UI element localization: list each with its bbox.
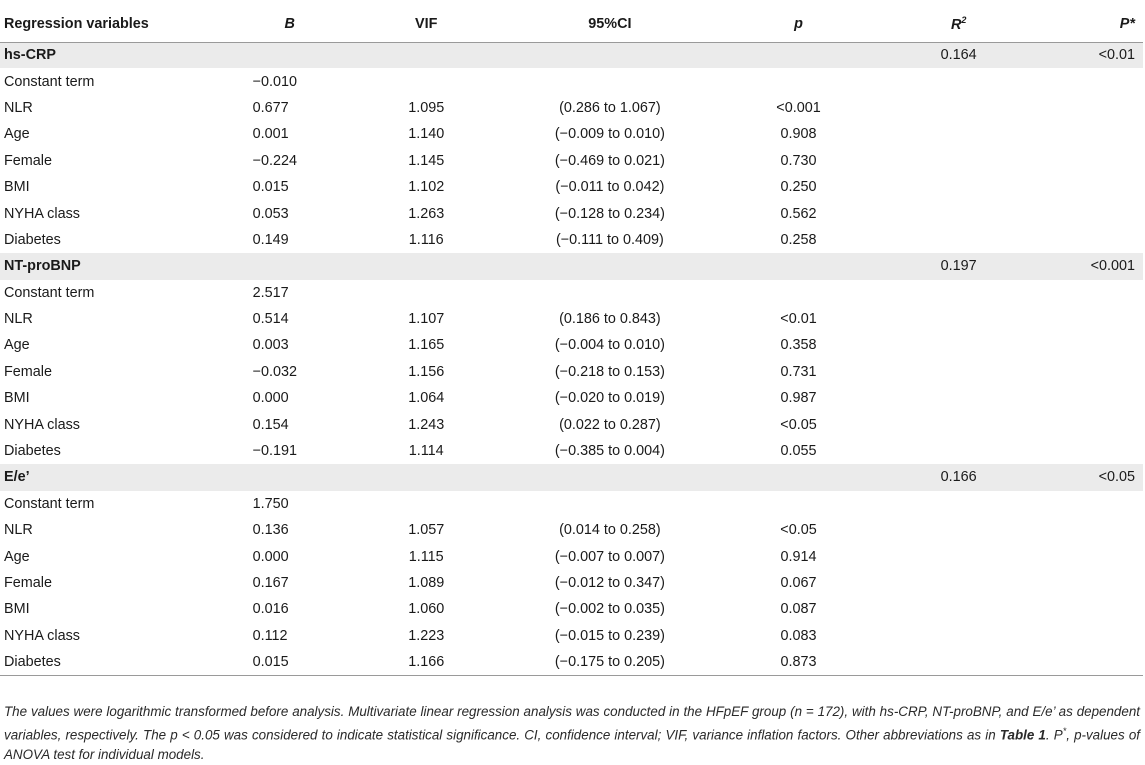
cell-p-value: 0.873 (780, 653, 817, 670)
cell-empty (1039, 517, 1144, 543)
bottom-rule-cell (0, 675, 1143, 676)
cell-ci: (0.286 to 1.067) (559, 99, 661, 116)
cell-empty (879, 227, 1039, 253)
cell-ci (502, 491, 719, 517)
cell-vif: 1.095 (408, 99, 445, 116)
cell-coefficient: 0.016 (252, 601, 289, 618)
cell-coefficient: −0.032 (252, 363, 297, 380)
cell-coefficient: 0.167 (252, 575, 289, 591)
cell-empty (1039, 543, 1144, 569)
cell-empty (879, 332, 1039, 358)
cell-empty (879, 148, 1039, 174)
cell-vif: 1.145 (408, 152, 445, 169)
header-r2-base: R (950, 16, 962, 33)
cell-variable: Age (4, 126, 30, 143)
table-row (0, 570, 1143, 596)
cell-empty (1039, 385, 1144, 411)
table-row (0, 385, 1143, 411)
cell-coefficient: −0.191 (252, 443, 297, 460)
cell-empty (1039, 438, 1144, 464)
cell-empty (879, 121, 1039, 147)
header-ci: 95%CI (502, 6, 719, 42)
cell-empty (1039, 623, 1144, 649)
cell-coefficient: −0.010 (252, 73, 297, 90)
cell-p-value: <0.05 (780, 522, 817, 539)
cell-empty (1039, 306, 1144, 332)
cell-variable: NLR (4, 311, 33, 328)
cell-empty (1039, 596, 1144, 622)
cell-vif: 1.057 (408, 522, 445, 539)
cell-coefficient: 0.514 (252, 311, 289, 328)
cell-empty (879, 280, 1039, 306)
cell-ci: (−0.020 to 0.019) (554, 390, 665, 407)
cell-ci: (−0.111 to 0.409) (555, 231, 664, 248)
cell-empty (879, 385, 1039, 411)
header-p: p (718, 6, 879, 42)
cell-variable: Female (4, 363, 52, 380)
group-r2: 0.197 (879, 253, 1039, 279)
cell-empty (1039, 332, 1144, 358)
cell-variable: NLR (4, 99, 33, 116)
table-row (0, 306, 1143, 332)
cell-empty (1039, 227, 1144, 253)
table-row (0, 649, 1143, 675)
footnote-text-1: The values were logarithmic transformed before analysis. Multivariate linear regression analysis was conducted in the HFpEF group (n = 172), with hs-CRP, NT-proBNP, and E/e’ as dependent variables, respectively. The p < 0.05 was considered to indicate statistical significance. CI, confidence interval; VIF, variance inflation factors. Other abbreviations as in (4, 704, 1140, 743)
cell-empty (1039, 68, 1144, 94)
cell-variable: NYHA class (4, 205, 80, 222)
cell-p-value: 0.055 (780, 443, 817, 460)
cell-coefficient: 0.149 (252, 231, 289, 248)
cell-variable: Female (4, 575, 52, 591)
cell-variable: Age (4, 548, 30, 565)
cell-ci: (−0.012 to 0.347) (554, 575, 665, 591)
cell-coefficient: 2.517 (252, 284, 289, 301)
group-pstar: <0.001 (1039, 253, 1144, 279)
cell-vif: 1.223 (408, 627, 445, 644)
table-row (0, 359, 1143, 385)
cell-variable: BMI (4, 390, 30, 407)
group-empty (351, 464, 502, 490)
group-empty (502, 42, 719, 68)
cell-ci: (−0.011 to 0.042) (555, 179, 665, 196)
table-row (0, 411, 1143, 437)
cell-p-value: <0.01 (780, 311, 817, 328)
cell-variable: Age (4, 337, 30, 354)
footnote-table-ref: Table 1 (999, 727, 1046, 743)
cell-vif: 1.060 (408, 601, 445, 618)
cell-coefficient: 0.136 (252, 522, 289, 539)
cell-p-value: 0.258 (780, 231, 817, 248)
group-row (0, 42, 1143, 68)
cell-vif: 1.107 (408, 311, 445, 328)
cell-ci: (−0.007 to 0.007) (554, 548, 665, 565)
cell-ci: (−0.002 to 0.035) (554, 601, 665, 618)
cell-variable: Constant term (4, 495, 95, 512)
cell-coefficient: 0.112 (252, 627, 288, 644)
cell-p-value: 0.562 (780, 205, 817, 222)
cell-p-value (718, 68, 879, 94)
cell-empty (1039, 570, 1144, 596)
cell-empty (879, 649, 1039, 675)
group-empty (718, 253, 879, 279)
cell-empty (1039, 411, 1144, 437)
group-empty (718, 42, 879, 68)
cell-vif: 1.089 (408, 575, 445, 591)
cell-p-value: 0.358 (780, 337, 817, 354)
cell-coefficient: 0.154 (252, 416, 289, 433)
cell-empty (879, 491, 1039, 517)
cell-variable: BMI (4, 601, 30, 618)
cell-empty (879, 174, 1039, 200)
table-row (0, 95, 1143, 121)
cell-vif: 1.140 (408, 126, 445, 143)
cell-coefficient: −0.224 (252, 152, 297, 169)
cell-ci: (−0.015 to 0.239) (554, 627, 665, 644)
table-row (0, 623, 1143, 649)
cell-vif: 1.115 (408, 548, 444, 565)
table-row (0, 227, 1143, 253)
cell-coefficient: 0.677 (252, 99, 289, 116)
cell-empty (879, 570, 1039, 596)
cell-empty (1039, 174, 1144, 200)
cell-empty (879, 68, 1039, 94)
table-body (0, 42, 1143, 676)
cell-coefficient: 0.003 (252, 337, 289, 354)
cell-empty (1039, 359, 1144, 385)
table-row (0, 332, 1143, 358)
cell-empty (1039, 121, 1144, 147)
cell-coefficient: 0.015 (252, 653, 289, 670)
cell-p-value: 0.067 (780, 575, 817, 591)
cell-p-value: 0.914 (780, 548, 817, 565)
cell-vif: 1.165 (408, 337, 445, 354)
table-row (0, 543, 1143, 569)
cell-p-value: 0.730 (780, 152, 817, 169)
cell-vif: 1.116 (408, 231, 444, 248)
footnote-text-3: , p-values of ANOVA test for individual models. (4, 727, 1140, 762)
cell-variable: Constant term (4, 284, 95, 301)
cell-coefficient: 0.001 (252, 126, 289, 143)
cell-ci: (−0.128 to 0.234) (554, 205, 665, 222)
table-row (0, 174, 1143, 200)
cell-vif (351, 491, 502, 517)
bottom-rule (0, 675, 1143, 676)
header-row (0, 6, 1143, 42)
cell-empty (879, 359, 1039, 385)
cell-empty (1039, 148, 1144, 174)
table-row (0, 148, 1143, 174)
group-empty (233, 253, 351, 279)
cell-p-value (718, 280, 879, 306)
cell-ci (502, 68, 719, 94)
cell-vif: 1.064 (408, 390, 445, 407)
cell-variable: Diabetes (4, 443, 61, 460)
cell-empty (879, 438, 1039, 464)
cell-empty (879, 200, 1039, 226)
cell-empty (879, 95, 1039, 121)
table-footnote (4, 702, 1140, 764)
cell-vif: 1.114 (408, 443, 444, 460)
cell-p-value: 0.987 (780, 390, 817, 407)
cell-coefficient: 0.015 (252, 179, 289, 196)
cell-ci: (−0.469 to 0.021) (554, 152, 665, 169)
cell-p-value: 0.083 (780, 627, 817, 644)
group-pstar: <0.05 (1039, 464, 1144, 490)
table-row (0, 121, 1143, 147)
group-row (0, 253, 1143, 279)
cell-coefficient: 0.000 (252, 390, 289, 407)
cell-ci: (−0.385 to 0.004) (554, 443, 665, 460)
group-empty (351, 42, 502, 68)
cell-empty (879, 517, 1039, 543)
cell-ci: (−0.218 to 0.153) (554, 363, 665, 380)
table-row (0, 517, 1143, 543)
table-row (0, 200, 1143, 226)
group-r2: 0.164 (879, 42, 1039, 68)
cell-variable: BMI (4, 179, 30, 196)
cell-ci: (0.186 to 0.843) (559, 311, 661, 328)
cell-variable: NYHA class (4, 416, 80, 433)
table-row (0, 438, 1143, 464)
cell-variable: Constant term (4, 73, 95, 90)
cell-vif: 1.156 (408, 363, 445, 380)
group-empty (233, 42, 351, 68)
cell-empty (879, 596, 1039, 622)
cell-ci: (−0.009 to 0.010) (554, 126, 665, 143)
cell-variable: NYHA class (4, 627, 80, 644)
table-row (0, 68, 1143, 94)
header-pstar: P* (1039, 6, 1144, 42)
group-name: NT-proBNP (0, 253, 233, 279)
cell-coefficient: 0.053 (252, 205, 289, 222)
cell-ci: (−0.004 to 0.010) (554, 337, 665, 354)
group-empty (351, 253, 502, 279)
group-pstar: <0.01 (1039, 42, 1144, 68)
cell-ci: (−0.175 to 0.205) (554, 653, 665, 670)
cell-ci (502, 280, 719, 306)
cell-p-value: 0.908 (780, 126, 817, 143)
header-r2-sup: 2 (961, 14, 967, 25)
group-row (0, 464, 1143, 490)
cell-coefficient: 0.000 (252, 548, 289, 565)
group-r2: 0.166 (879, 464, 1039, 490)
cell-vif: 1.166 (408, 653, 445, 670)
cell-vif: 1.243 (408, 416, 445, 433)
cell-empty (1039, 649, 1144, 675)
footnote-text-2: . P (1045, 727, 1063, 743)
cell-ci: (0.014 to 0.258) (559, 522, 661, 539)
cell-vif: 1.263 (408, 205, 445, 222)
group-empty (718, 464, 879, 490)
cell-empty (1039, 280, 1144, 306)
cell-vif (351, 280, 502, 306)
cell-vif: 1.102 (408, 179, 445, 196)
group-name: hs-CRP (0, 42, 233, 68)
cell-variable: NLR (4, 522, 33, 539)
group-name: E/e’ (0, 464, 233, 490)
group-empty (502, 253, 719, 279)
group-empty (502, 464, 719, 490)
header-variables: Regression variables (0, 6, 233, 42)
header-b: B (233, 6, 351, 42)
cell-empty (879, 411, 1039, 437)
header-vif: VIF (351, 6, 502, 42)
header-r2 (879, 6, 1039, 42)
cell-p-value (718, 491, 879, 517)
footnote-star: * (1062, 725, 1067, 736)
cell-variable: Diabetes (4, 653, 61, 670)
cell-p-value: 0.731 (780, 363, 817, 380)
cell-empty (879, 543, 1039, 569)
cell-variable: Diabetes (4, 231, 61, 248)
cell-empty (879, 623, 1039, 649)
table-row (0, 596, 1143, 622)
cell-empty (879, 306, 1039, 332)
regression-table (0, 6, 1143, 676)
cell-variable: Female (4, 152, 52, 169)
cell-ci: (0.022 to 0.287) (559, 416, 661, 433)
cell-coefficient: 1.750 (252, 495, 289, 512)
group-empty (233, 464, 351, 490)
cell-empty (1039, 491, 1144, 517)
cell-p-value: 0.250 (780, 179, 817, 196)
table-row (0, 491, 1143, 517)
cell-empty (1039, 200, 1144, 226)
cell-vif (351, 68, 502, 94)
cell-p-value: 0.087 (780, 601, 817, 618)
table-row (0, 280, 1143, 306)
cell-p-value: <0.001 (776, 99, 821, 116)
cell-p-value: <0.05 (780, 416, 817, 433)
cell-empty (1039, 95, 1144, 121)
